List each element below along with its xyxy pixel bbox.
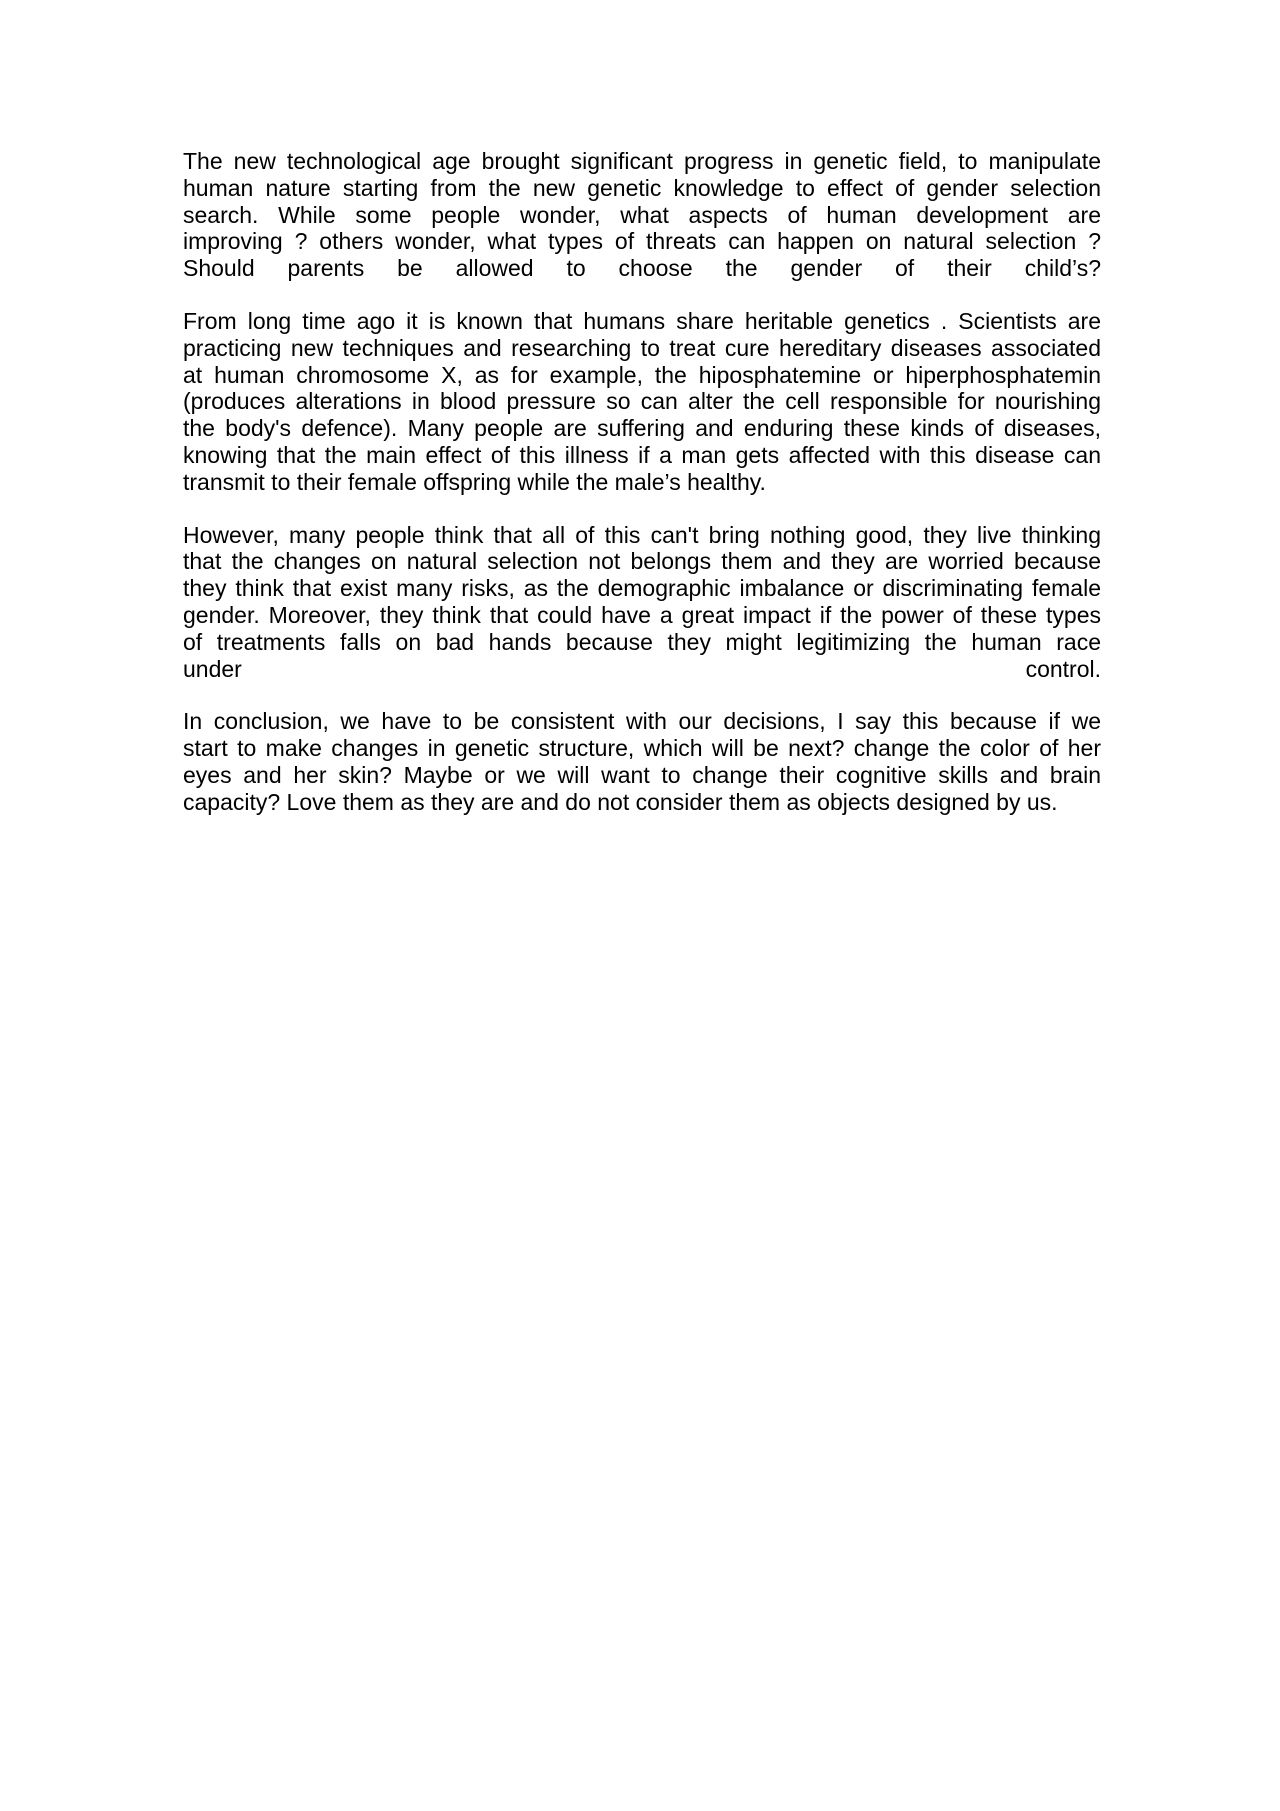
paragraph-line: (produces alterations in blood pressure so can alter the cell responsible for nourishing: [183, 388, 1101, 415]
paragraph-line: knowing that the main effect of this illness if a man gets affected with this disease can: [183, 441, 1101, 468]
paragraph-line: From long time ago it is known that humans share heritable genetics . Scientists are: [183, 307, 1101, 334]
paragraph-line: However, many people think that all of this can't bring nothing good, they live thinking: [183, 521, 1101, 548]
paragraph-4: [183, 708, 1101, 815]
paragraph-line: search. While some people wonder, what aspects of human development are: [183, 201, 1101, 228]
paragraph-line: improving ? others wonder, what types of threats can happen on natural selection ?: [183, 228, 1101, 255]
paragraph-line: practicing new techniques and researching to treat cure hereditary diseases associated: [183, 334, 1101, 361]
paragraph-line: that the changes on natural selection not belongs them and they are worried because: [183, 548, 1101, 575]
paragraph-line: capacity? Love them as they are and do not consider them as objects designed by us.: [183, 788, 1058, 815]
paragraph-line: they think that exist many risks, as the demographic imbalance or discriminating female: [183, 575, 1101, 602]
paragraph-line: of treatments falls on bad hands because they might legitimizing the human race: [183, 628, 1101, 655]
paragraph-line: gender. Moreover, they think that could have a great impact if the power of these types: [183, 601, 1101, 628]
paragraph-line: under control.: [183, 655, 1101, 682]
paragraph-line: start to make changes in genetic structure, which will be next? change the color of her: [183, 735, 1101, 762]
paragraph-line: transmit to their female offspring while the male’s healthy.: [183, 468, 766, 495]
paragraph-1: [183, 148, 1101, 282]
paragraph-line: the body's defence). Many people are suffering and enduring these kinds of diseases,: [183, 415, 1101, 442]
paragraph-line: In conclusion, we have to be consistent with our decisions, I say this because if we: [183, 708, 1101, 735]
paragraph-line: Should parents be allowed to choose the gender of their child’s?: [183, 255, 1101, 282]
document-body: [183, 148, 1101, 842]
paragraph-3: [183, 522, 1101, 683]
paragraph-2: [183, 308, 1101, 496]
paragraph-line: human nature starting from the new genetic knowledge to effect of gender selection: [183, 174, 1101, 201]
paragraph-line: The new technological age brought significant progress in genetic field, to manipulate: [183, 148, 1101, 174]
paragraph-line: eyes and her skin? Maybe or we will want to change their cognitive skills and brain: [183, 761, 1101, 788]
paragraph-line: at human chromosome X, as for example, the hiposphatemine or hiperphosphatemin: [183, 361, 1101, 388]
